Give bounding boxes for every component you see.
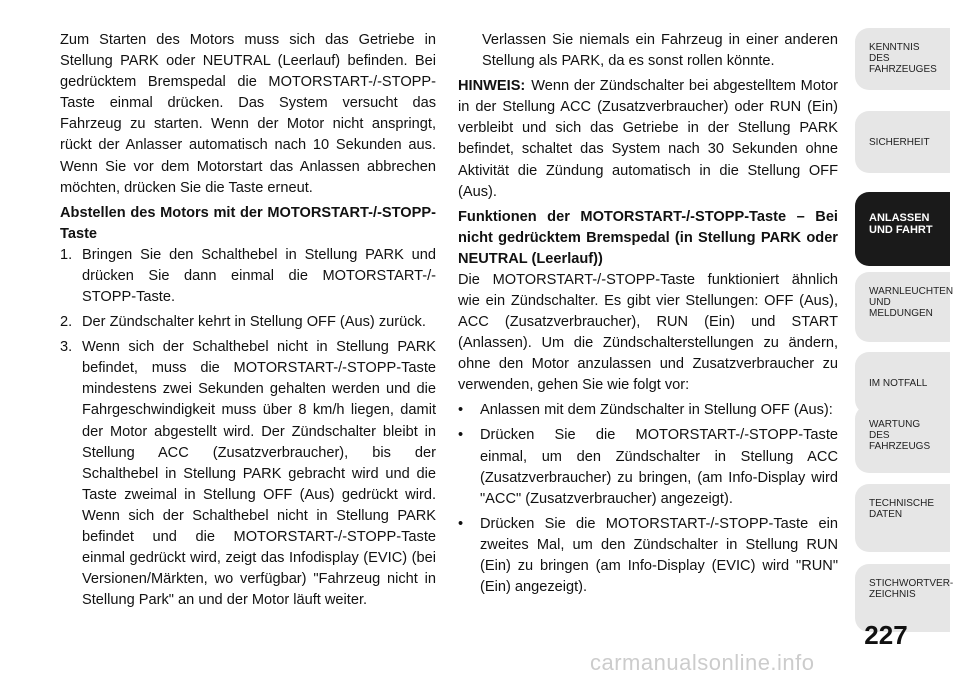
bullet-marker: • [458,427,464,444]
stop-steps-list [60,245,436,612]
tab-technische-daten[interactable]: TECHNISCHE DATEN [855,484,950,552]
bullet-marker: • [458,515,464,532]
tab-warnleuchten-und-meldungen[interactable]: WARNLEUCHTEN UND MELDUNGEN [855,272,950,342]
left-column [60,30,436,615]
tab-kenntnis-des-fahrzeuges[interactable]: KENNTNIS DES FAHRZEUGES [855,28,950,90]
tab-stichwortverzeichnis[interactable]: STICHWORTVER- ZEICHNIS [855,564,950,632]
step-text: Wenn sich der Schalthebel nicht in Stellung PARK befindet, muss die MOTORSTART-/-STOPP-Taste mindestens zwei Sekunden gehalten werden und die Fahrgeschwindigkeit muss über 8 km/h liegen, damit der Motor abgestellt wird. Der Zündschalter bleibt in Stellung ACC (Zusatzverbraucher), bis der Schalthebel in Stellung PARK gebracht wird und die Taste zweimal in Stellung OFF (Aus) gedrückt wird. Wenn sich der Schalthebel nicht in Stellung PARK befindet und die MOTORSTART-/-STOPP-Taste einmal gedrückt wird, zeigt das Infodisplay (EVIC) (bei Versionen/Märkten, wo verfügbar) "Fahrzeug nicht in Stellung Park" an und der Motor läuft weiter. [82,339,436,609]
list-item [458,425,838,509]
tab-im-notfall[interactable]: IM NOTFALL [855,352,950,414]
bullet-marker: • [458,402,464,419]
functions-paragraph: Die MOTORSTART-/-STOPP-Taste funktioniert ähnlich wie ein Zündschalter. Es gibt vier Stellungen: OFF (Aus), ACC (Zusatzverbraucher), RUN (Ein) und START (Anlassen). Um die Zündschalterstellungen zu ändern, ohne den Motor anzulassen und Zusatzverbraucher zu verwenden, gehen Sie wie folgt vor: [458,271,838,394]
step-text: Der Zündschalter kehrt in Stellung OFF (Aus) zurück. [82,314,426,331]
chapter-tab-sidebar [855,28,954,600]
bullet-text: Anlassen mit dem Zündschalter in Stellung OFF (Aus): [480,402,833,419]
continuation-paragraph: Verlassen Sie niemals ein Fahrzeug in einer anderen Stellung als PARK, da es sonst rollen könnte. [482,32,838,70]
note-paragraph [458,76,838,203]
bullet-text: Drücken Sie die MOTORSTART-/-STOPP-Taste einmal, um den Zündschalter in Stellung ACC (Zusatzverbraucher) zu bringen, (am Info-Display wird "ACC" (Zusatzverbraucher) angezeigt). [480,427,838,507]
intro-paragraph: Zum Starten des Motors muss sich das Getriebe in Stellung PARK oder NEUTRAL (Leerlauf) befinden. Bei gedrücktem Bremspedal die MOTORSTART-/-STOPP-Taste einmal drücken. Das System versucht das Fahrzeug zu starten. Wenn der Motor nicht anspringt, rückt der Anlasser automatisch nach 10 Sekunden aus. Wenn Sie vor dem Motorstart das Anlassen abbrechen möchten, drücken Sie die Taste erneut. [60,32,436,196]
tab-wartung-des-fahrzeugs[interactable]: WARTUNG DES FAHRZEUGS [855,405,950,473]
list-item [60,337,436,611]
note-label: HINWEIS: [458,78,526,95]
step-marker: 3. [60,339,73,356]
bullet-text: Drücken Sie die MOTORSTART-/-STOPP-Taste ein zweites Mal, um den Zündschalter in Stellung RUN (Ein) zu bringen (am Info-Display (EVIC) wird "RUN" (Ein) angezeigt). [480,515,838,596]
functions-bullet-list [458,400,838,598]
list-item [458,400,838,421]
tab-sicherheit[interactable]: SICHERHEIT [855,111,950,173]
page-number: 227 [864,620,908,650]
list-item [60,245,436,308]
step-text: Bringen Sie den Schalthebel in Stellung PARK und drücken Sie dann einmal die MOTORSTART-/-STOPP-Taste. [82,246,436,305]
note-text: Wenn der Zündschalter bei abgestelltem Motor in der Stellung ACC (Zusatzverbraucher) oder RUN (Ein) verbleibt und sich das Getriebe in der Stellung PARK befindet, schaltet das System nach 30 Sekunden ohne Aktivität die Zündung automatisch in die Stellung OFF (Aus). [458,78,838,200]
section-heading-button-functions: Funktionen der MOTORSTART-/-STOPP-Taste – Bei nicht gedrücktem Bremspedal (in Stellung PARK oder NEUTRAL (Leerlauf)) [458,208,838,267]
list-item [60,312,436,333]
watermark-text: carmanualsonline.info [590,650,815,675]
step-marker: 1. [60,246,73,263]
tab-anlassen-und-fahrt[interactable]: ANLASSEN UND FAHRT [855,192,950,266]
right-column [458,30,838,602]
list-item [458,514,838,598]
step-marker: 2. [60,314,73,331]
section-heading-stop-engine: Abstellen des Motors mit der MOTORSTART-/-STOPP-Taste [60,204,436,242]
